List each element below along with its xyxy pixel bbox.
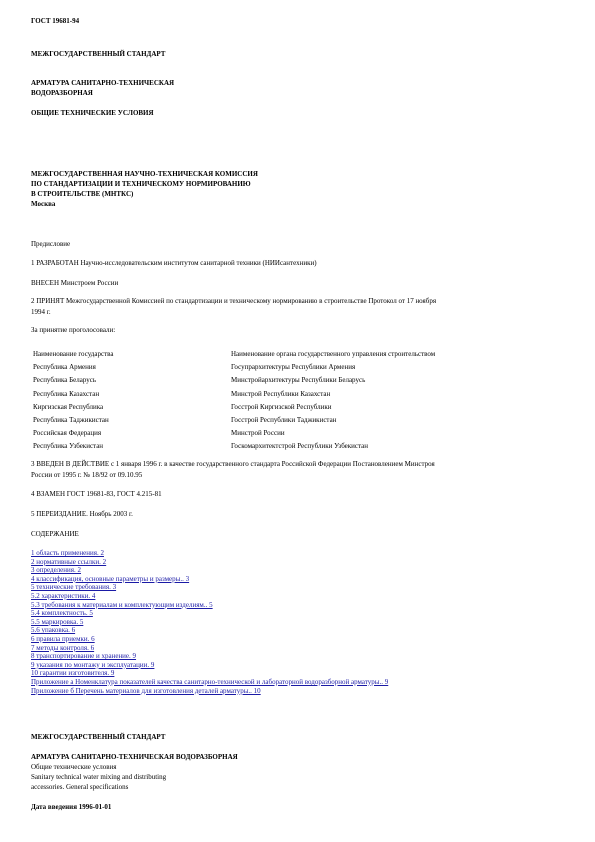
toc-link[interactable]: 4 классификация, основные параметры и размеры.. 3 <box>31 574 190 583</box>
table-cell-state: Республика Таджикистан <box>33 415 109 424</box>
footer-standard-type: МЕЖГОСУДАРСТВЕННЫЙ СТАНДАРТ <box>31 733 166 741</box>
footer-subtitle: Общие технические условия <box>31 763 117 771</box>
toc-link[interactable]: 8 транспортирование и хранение. 9 <box>31 652 137 661</box>
city: Москва <box>31 200 56 208</box>
toc-link[interactable]: 5.6 упаковка. 6 <box>31 626 76 635</box>
footer-title-en-line-1: Sanitary technical water mixing and distributing <box>31 773 167 781</box>
commission-line-2: ПО СТАНДАРТИЗАЦИИ И ТЕХНИЧЕСКОМУ НОРМИРОВАНИЮ <box>31 180 251 188</box>
table-row <box>31 416 571 429</box>
toc-link[interactable]: 5.3 требования к материалам и комплектующим изделиям.. 5 <box>31 600 213 609</box>
table-header-row <box>31 350 571 363</box>
subtitle: ОБЩИЕ ТЕХНИЧЕСКИЕ УСЛОВИЯ <box>31 109 154 117</box>
toc-link[interactable]: 6 правила приемки. 6 <box>31 634 95 643</box>
table-row <box>31 429 571 442</box>
contents-heading: СОДЕРЖАНИЕ <box>31 530 79 538</box>
standard-type: МЕЖГОСУДАРСТВЕННЫЙ СТАНДАРТ <box>31 50 166 58</box>
footer-title: АРМАТУРА САНИТАРНО-ТЕХНИЧЕСКАЯ ВОДОРАЗБОРНАЯ <box>31 753 238 761</box>
table-row <box>31 376 571 389</box>
toc-link[interactable]: 5.5 маркировка. 5 <box>31 617 84 626</box>
states-table <box>31 350 571 456</box>
vote-caption: За принятие проголосовали: <box>31 326 116 334</box>
foreword-item-3-line-2: России от 1995 г. № 18/92 от 09.10.95 <box>31 471 143 479</box>
table-cell-state: Киргизская Республика <box>33 402 104 411</box>
table-cell-authority: Госкомархитектстрой Республики Узбекистан <box>231 442 369 451</box>
toc-link[interactable]: 9 указания по монтажу и эксплуатации. 9 <box>31 660 155 669</box>
foreword-item-4: 4 ВЗАМЕН ГОСТ 19681-83, ГОСТ 4.215-81 <box>31 490 162 498</box>
table-row <box>31 403 571 416</box>
foreword-item-2-line-1: 2 ПРИНЯТ Межгосударственной Комиссией по стандартизации и техническому нормированию в строительстве Протокол от 17 ноября <box>31 297 437 305</box>
table-row <box>31 390 571 403</box>
toc-link[interactable]: Приложение а Номенклатура показателей качества санитарно-технической и лабораторной водоразборной арматуры.. 9 <box>31 677 389 686</box>
commission-line-1: МЕЖГОСУДАРСТВЕННАЯ НАУЧНО-ТЕХНИЧЕСКАЯ КОМИССИЯ <box>31 170 258 178</box>
commission-line-3: В СТРОИТЕЛЬСТВЕ (МНТКС) <box>31 190 134 198</box>
table-row <box>31 363 571 376</box>
introduction-date: Дата введения 1996-01-01 <box>31 803 112 811</box>
toc-link[interactable]: 5.4 комплектность. 5 <box>31 609 93 618</box>
foreword-item-3-line-1: 3 ВВЕДЕН В ДЕЙСТВИЕ с 1 января 1996 г. в качестве государственного стандарта Российской Федерации Постановлением Минстроя <box>31 460 435 468</box>
table-cell-state: Республика Армения <box>33 363 96 372</box>
table-cell-authority: Госупрархитектуры Республики Армения <box>231 363 356 372</box>
toc-link[interactable]: 1 область применения. 2 <box>31 549 104 557</box>
foreword-heading: Предисловие <box>31 240 71 248</box>
table-cell-authority: Минстрой России <box>231 429 285 438</box>
table-cell-state: Республика Казахстан <box>33 389 100 398</box>
table-cell-state: Республика Узбекистан <box>33 442 104 451</box>
title-line-1: АРМАТУРА САНИТАРНО-ТЕХНИЧЕСКАЯ <box>31 79 175 87</box>
table-header-authority: Наименование органа государственного управления строительством <box>231 350 436 358</box>
toc-link[interactable]: Приложение б Перечень материалов для изготовления деталей арматуры.. 10 <box>31 686 261 695</box>
toc-link[interactable]: 3 определения. 2 <box>31 566 81 575</box>
footer-title-en-line-2: accessories. General specifications <box>31 783 129 791</box>
table-cell-authority: Госстрой Республики Таджикистан <box>231 415 337 424</box>
title-line-2: ВОДОРАЗБОРНАЯ <box>31 89 93 97</box>
toc-link[interactable]: 5 технические требования. 3 <box>31 583 117 592</box>
toc-link[interactable]: 10 гарантии изготовителя. 9 <box>31 669 115 678</box>
doc-number: ГОСТ 19681-94 <box>31 17 80 25</box>
table-cell-authority: Минстрой Республики Казахстан <box>231 389 331 398</box>
foreword-item-2-line-2: 1994 г. <box>31 308 51 316</box>
table-header-state: Наименование государства <box>33 350 114 358</box>
table-cell-state: Российская Федерация <box>33 429 102 438</box>
table-row <box>31 442 571 455</box>
table-cell-authority: Госстрой Киргизской Республики <box>231 402 332 411</box>
table-cell-authority: Минстройархитектуры Республики Беларусь <box>231 376 366 385</box>
table-cell-state: Республика Беларусь <box>33 376 97 385</box>
toc-link[interactable]: 7 методы контроля. 6 <box>31 643 95 652</box>
foreword-item-1: 1 РАЗРАБОТАН Научно-исследовательским институтом санитарной техники (НИИсантехники) <box>31 259 317 267</box>
foreword-item-5: 5 ПЕРЕИЗДАНИЕ. Ноябрь 2003 г. <box>31 510 133 518</box>
table-of-contents <box>31 549 388 695</box>
foreword-item-1b: ВНЕСЕН Минстроем России <box>31 279 119 287</box>
toc-link[interactable]: 5.2 характеристики. 4 <box>31 591 96 600</box>
toc-link[interactable]: 2 нормативные ссылки. 2 <box>31 557 107 566</box>
